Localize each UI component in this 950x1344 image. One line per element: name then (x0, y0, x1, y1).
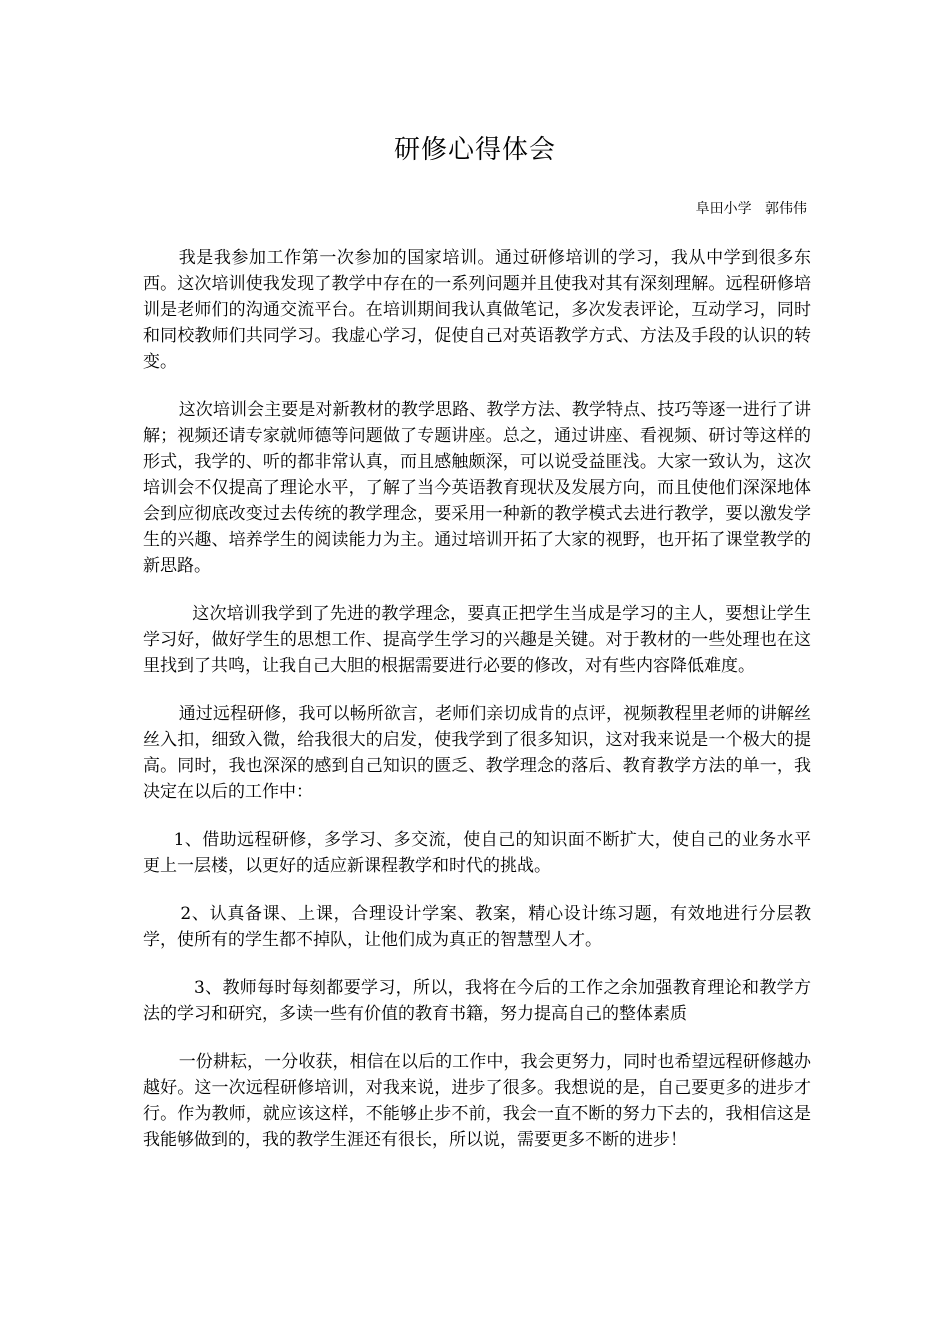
document-title: 研修心得体会 (393, 135, 556, 165)
document-body (143, 245, 811, 1175)
paragraph-teaching-concept: 这次培训我学到了先进的教学理念，要真正把学生当成是学习的主人，要想让学生学习好，做好学生的思想工作、提高学生学习的兴趣是关键。对于教材的一些处理也在这里找到了共鸣，让我自己大胆的根据需要进行必要的修改，对有些内容降低难度。 (143, 604, 811, 676)
paragraph-training-content: 这次培训会主要是对新教材的教学思路、教学方法、教学特点、技巧等逐一进行了讲解；视频还请专家就师德等问题做了专题讲座。总之，通过讲座、看视频、研讨等这样的形式，我学的、听的都非常认真，而且感触颇深，可以说受益匪浅。大家一致认为，这次培训会不仅提高了理论水平，了解了当今英语教育现状及发展方向，而且使他们深深地体会到应彻底改变过去传统的教学理念，要采用一种新的教学模式去进行教学，要以激发学生的兴趣、培养学生的阅读能力为主。通过培训开拓了大家的视野，也开拓了课堂教学的新思路。 (143, 400, 811, 576)
paragraph-conclusion: 一份耕耘，一分收获，相信在以后的工作中，我会更努力，同时也希望远程研修越办越好。这一次远程研修培训，对我来说，进步了很多。我想说的是，自己要更多的进步才行。作为教师，就应该这样，不能够止步不前，我会一直不断的努力下去的，我相信这是我能够做到的，我的教学生涯还有很长，所以说，需要更多不断的进步！ (143, 1052, 811, 1150)
paragraph-intro: 我是我参加工作第一次参加的国家培训。通过研修培训的学习，我从中学到很多东西。这次培训使我发现了教学中存在的一系列问题并且使我对其有深刻理解。远程研修培训是老师们的沟通交流平台。在培训期间我认真做笔记，多次发表评论，互动学习，同时和同校教师们共同学习。我虚心学习，促使自己对英语教学方式、方法及手段的认识的转变。 (143, 248, 811, 372)
author-line: 阜田小学 郭伟伟 (695, 201, 807, 217)
list-item-1: 1、借助远程研修，多学习、多交流，使自己的知识面不断扩大，使自己的业务水平更上一层楼，以更好的适应新课程教学和时代的挑战。 (143, 830, 811, 876)
paragraph-remote-study: 通过远程研修，我可以畅所欲言，老师们亲切成肯的点评，视频教程里老师的讲解丝丝入扣，细致入微，给我很大的启发，使我学到了很多知识，这对我来说是一个极大的提高。同时，我也深深的感到自己知识的匮乏、教学理念的落后、教育教学方法的单一，我决定在以后的工作中： (143, 704, 811, 802)
list-item-3: 3、教师每时每刻都要学习，所以，我将在今后的工作之余加强教育理论和教学方法的学习和研究，多读一些有价值的教育书籍，努力提高自己的整体素质 (143, 978, 811, 1024)
list-item-2: 2、认真备课、上课，合理设计学案、教案，精心设计练习题，有效地进行分层教学，使所有的学生都不掉队，让他们成为真正的智慧型人才。 (143, 904, 811, 950)
